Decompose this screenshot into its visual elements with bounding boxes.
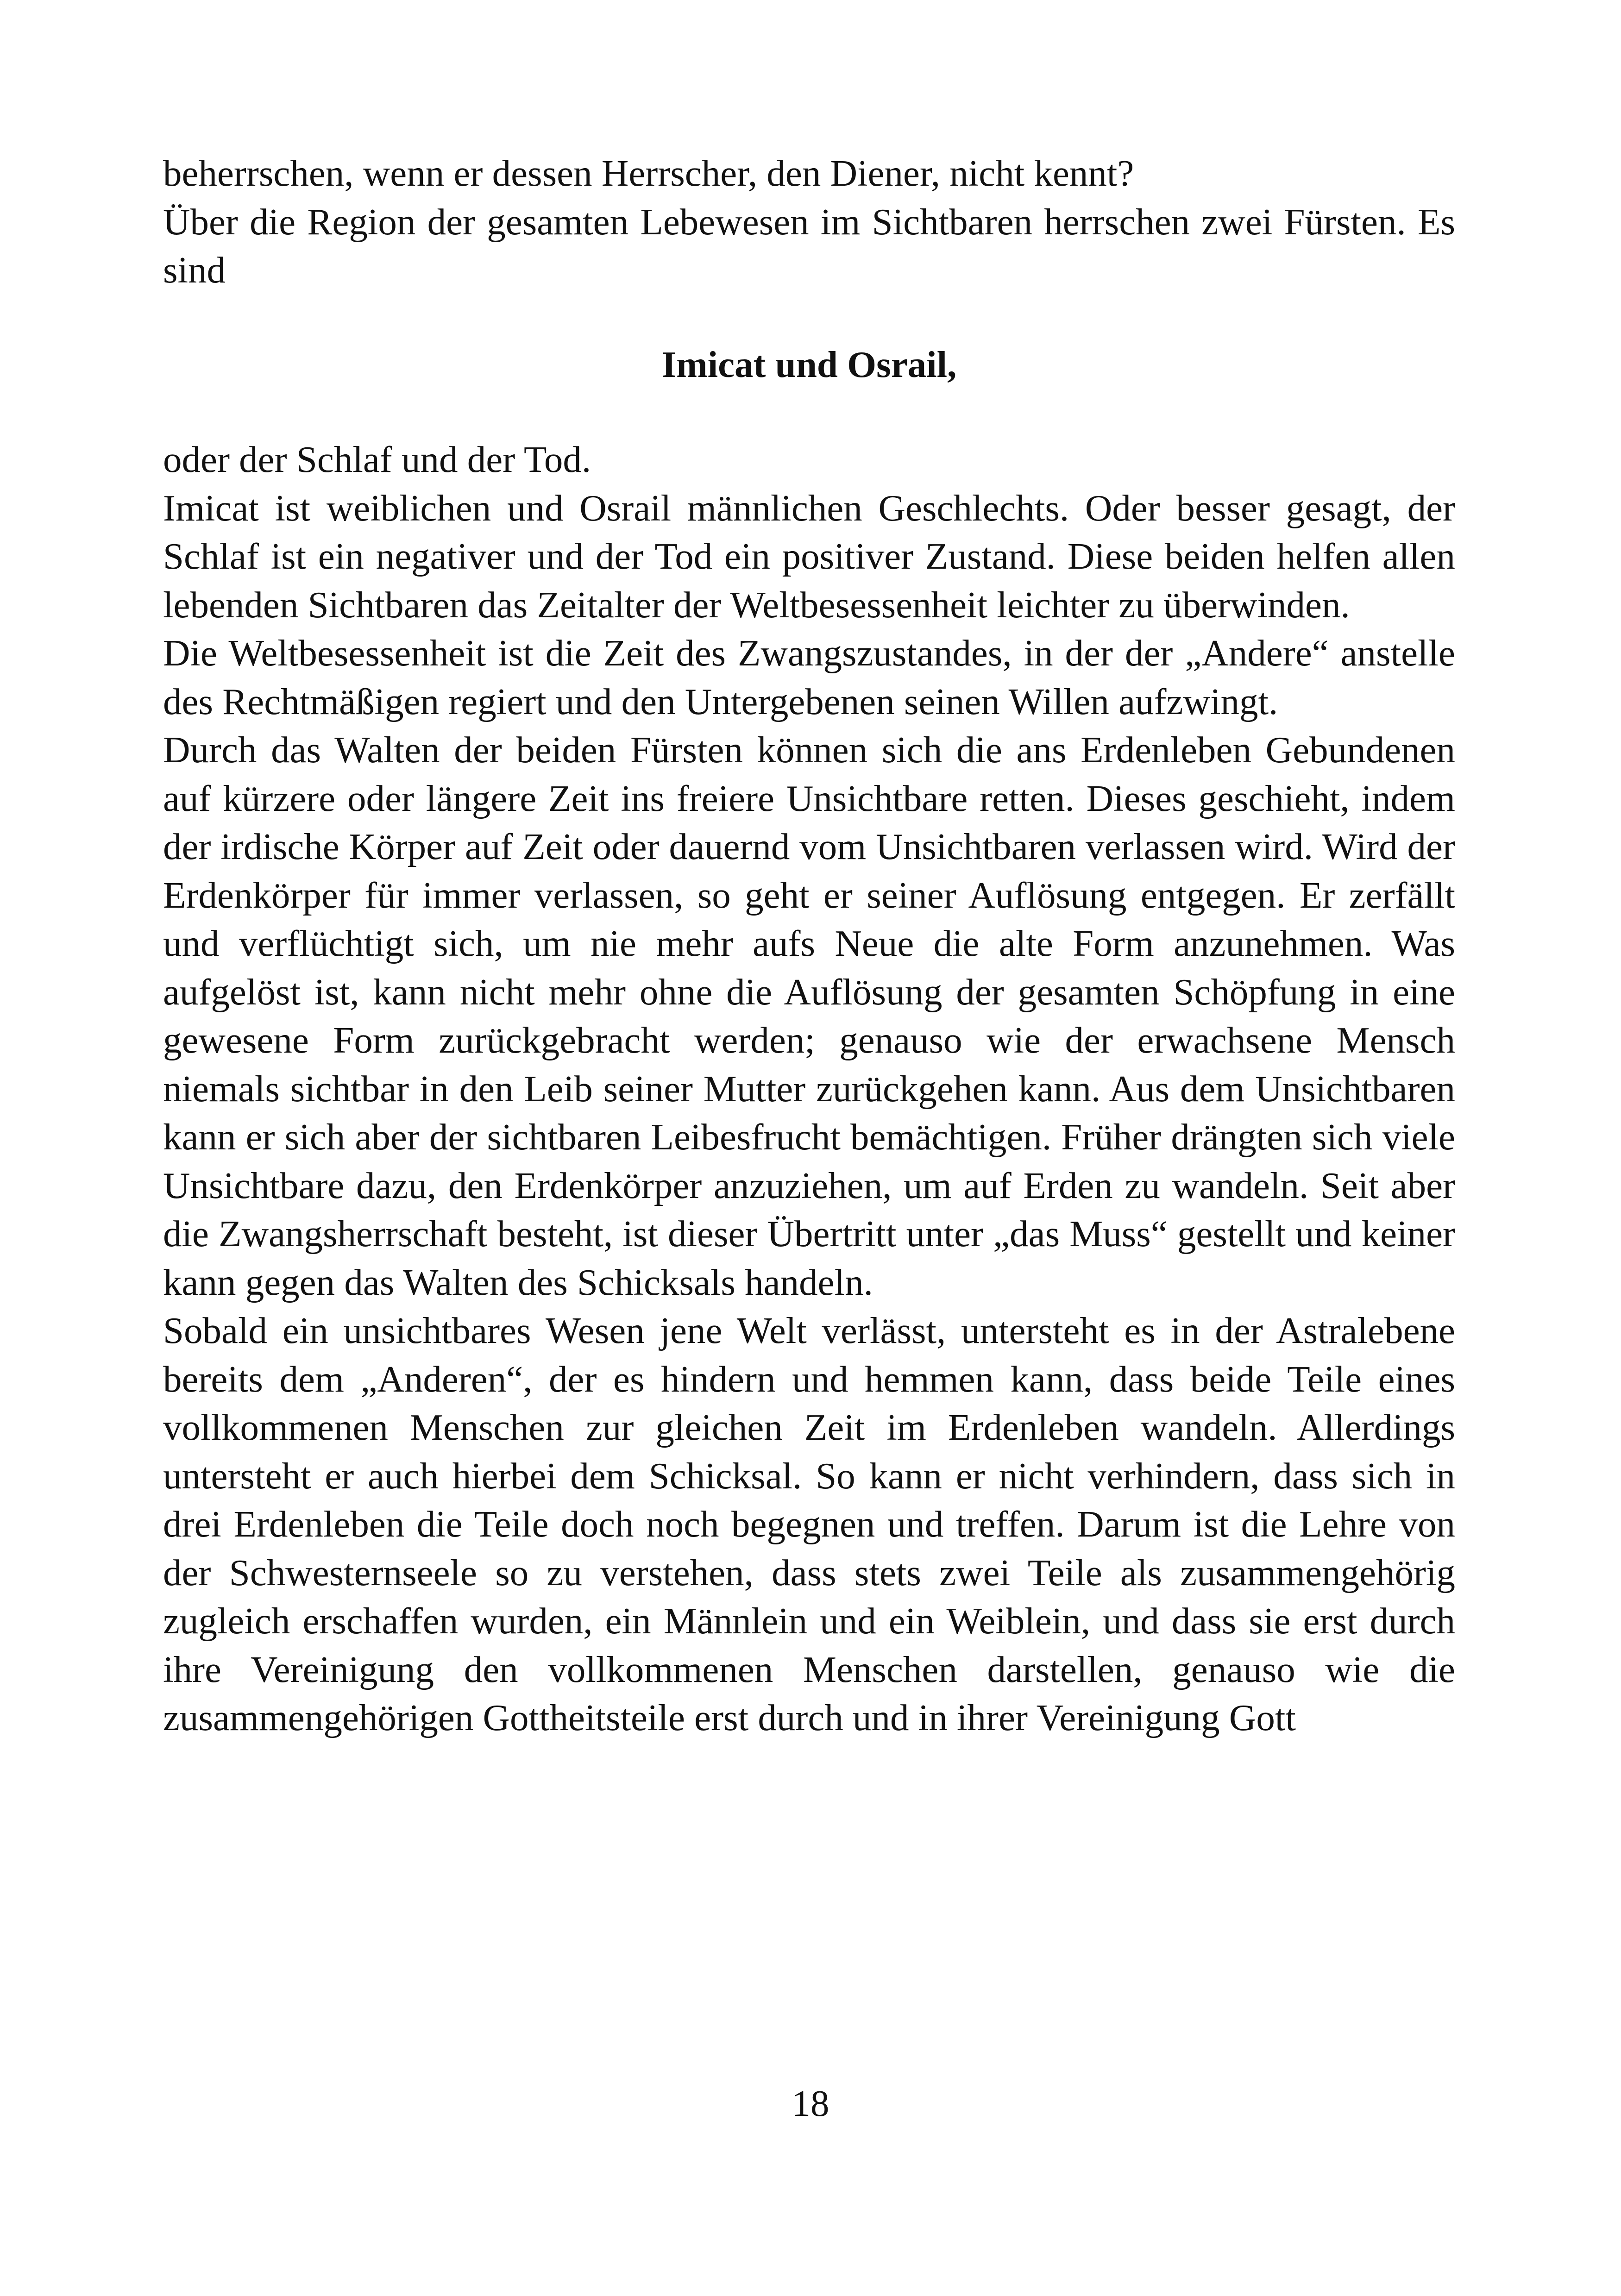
body-text	[163, 149, 1455, 1742]
paragraph: Imicat ist weiblichen und Osrail männlichen Geschlechts. Oder besser gesagt, der Schlaf ist ein negativer und der Tod ein positiver Zustand. Diese beiden helfen allen lebenden Sichtbaren das Zeitalter der Weltbesessenheit leichter zu überwinden.	[163, 487, 1455, 626]
paragraph: Sobald ein unsichtbares Wesen jene Welt verlässt, untersteht es in der Astralebene bereits dem „Anderen“, der es hindern und hemmen kann, dass beide Teile eines vollkommenen Menschen zur gleichen Zeit im Erdenleben wandeln. Allerdings untersteht er auch hierbei dem Schicksal. So kann er nicht verhindern, dass sich in drei Erdenleben die Teile doch noch begegnen und treffen. Darum ist die Lehre von der Schwesternseele so zu verstehen, dass stets zwei Teile als zusammengehörig zugleich erschaffen wurden, ein Männlein und ein Weiblein, und dass sie erst durch ihre Vereinigung den vollkommenen Menschen darstellen, genauso wie die zusammengehörigen Gottheitsteile erst durch und in ihrer Vereinigung Gott	[163, 1310, 1455, 1738]
paragraph: oder der Schlaf und der Tod.	[163, 439, 591, 480]
paragraph: Über die Region der gesamten Lebewesen im Sichtbaren herrschen zwei Fürsten. Es sind	[163, 201, 1455, 291]
page-number: 18	[792, 2083, 829, 2124]
paragraph: Durch das Walten der beiden Fürsten können sich die ans Erdenleben Gebundenen auf kürzere oder längere Zeit ins freiere Unsichtbare retten. Dieses geschieht, indem der irdische Körper auf Zeit oder dauernd vom Unsichtbaren verlassen wird. Wird der Erdenkörper für immer verlassen, so geht er seiner Auflösung entgegen. Er zerfällt und verflüchtigt sich, um nie mehr aufs Neue die alte Form anzunehmen. Was aufgelöst ist, kann nicht mehr ohne die Auflösung der gesamten Schöpfung in eine gewesene Form zurückgebracht werden; genauso wie der erwachsene Mensch niemals sichtbar in den Leib seiner Mutter zurückgehen kann. Aus dem Unsichtbaren kann er sich aber der sichtbaren Leibesfrucht bemächtigen. Früher drängten sich viele Unsichtbare dazu, den Erdenkörper anzuziehen, um auf Erden zu wandeln. Seit aber die Zwangsherrschaft besteht, ist dieser Übertritt unter „das Muss“ gestellt und keiner kann gegen das Walten des Schicksals handeln.	[163, 729, 1455, 1303]
paragraph: Die Weltbesessenheit ist die Zeit des Zwangszustandes, in der der „Andere“ anstelle des Rechtmäßigen regiert und den Untergebenen seinen Willen aufzwingt.	[163, 632, 1455, 722]
paragraph: beherrschen, wenn er dessen Herrscher, den Diener, nicht kennt?	[163, 152, 1134, 194]
section-heading: Imicat und Osrail,	[661, 343, 957, 385]
